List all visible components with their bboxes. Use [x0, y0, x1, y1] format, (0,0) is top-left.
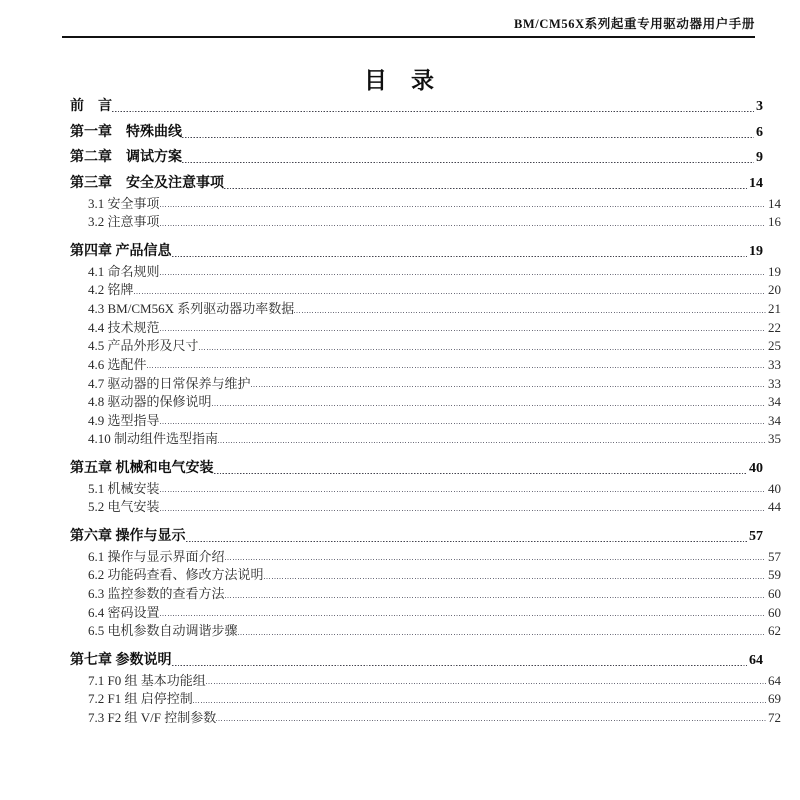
toc-page-number: 60: [768, 604, 781, 620]
toc-entry-4.5[interactable]: [88, 339, 781, 353]
toc-entry-4.1[interactable]: [88, 265, 781, 279]
toc-page-number: 21: [768, 301, 781, 316]
toc-entry-entry3[interactable]: [70, 177, 763, 192]
toc-entry-label: 前 言: [70, 99, 112, 114]
toc-entry-entry6[interactable]: [70, 245, 763, 260]
toc-entry-4.2[interactable]: [88, 283, 781, 297]
toc-page-number: 57: [768, 548, 781, 564]
toc-leader-dots: [147, 359, 766, 372]
toc-entry-label: 4.10 制动组件选型指南: [88, 431, 219, 447]
toc-entry-6.1[interactable]: [88, 550, 781, 564]
toc-leader-dots: [160, 197, 766, 210]
toc-page-number: 19: [768, 263, 781, 279]
running-header: BM/CM56X系列起重专用驱动器用户手册: [513, 17, 755, 31]
toc-entry-label: 7.1 F0 组 基本功能组: [88, 672, 206, 688]
toc-page-number: 59: [768, 567, 781, 583]
toc-entry-7.2f1[interactable]: [88, 692, 781, 706]
toc-entry-7.3f2vf[interactable]: [88, 711, 781, 725]
toc-entry-label: 6.1 操作与显示界面介绍: [88, 548, 225, 564]
toc-page-number: 20: [768, 282, 781, 298]
toc-entry-entry20[interactable]: [70, 530, 763, 545]
toc-entry-label: 第三章 安全及注意事项: [70, 176, 224, 192]
toc-leader-dots: [160, 606, 766, 619]
toc-page-number: 35: [768, 431, 781, 447]
toc-page-number: 62: [768, 623, 781, 639]
toc-page-number: 40: [768, 480, 781, 496]
toc-leader-dots: [172, 655, 748, 669]
toc-entry-entry1[interactable]: [70, 126, 763, 141]
toc-entry-4.4[interactable]: [88, 321, 781, 335]
toc-page-number: 22: [768, 319, 781, 335]
toc-entry-4.6[interactable]: [88, 358, 781, 372]
toc-leader-dots: [225, 550, 766, 563]
toc-page-number: 3: [756, 99, 763, 114]
toc-page-number: 33: [768, 356, 781, 372]
header-divider-rule: [62, 36, 755, 38]
toc-leader-dots: [218, 433, 766, 446]
toc-page-number: 60: [768, 586, 781, 602]
toc-entry-label: 5.1 机械安装: [88, 480, 160, 496]
page-title-char-1: 目: [364, 68, 389, 93]
toc-entry-label: 4.5 产品外形及尺寸: [88, 338, 199, 354]
toc-leader-dots: [238, 625, 766, 638]
toc-leader-dots: [294, 303, 766, 316]
toc-entry-4.8[interactable]: [88, 395, 781, 409]
toc-leader-dots: [264, 569, 766, 582]
toc-entry-entry17[interactable]: [70, 462, 763, 477]
toc-page-number: 40: [749, 461, 763, 477]
toc-leader-dots: [160, 482, 766, 495]
toc-entry-entry2[interactable]: [70, 151, 763, 166]
toc-entry-label: 第七章 参数说明: [70, 652, 172, 668]
toc-page-number: 25: [768, 338, 781, 354]
toc-page-number: 14: [768, 195, 781, 211]
toc-entry-6.3[interactable]: [88, 587, 781, 601]
toc-entry-label: 7.2 F1 组 启停控制: [88, 691, 193, 707]
toc-entry-label: 6.4 密码设置: [88, 604, 160, 620]
toc-page-number: 19: [749, 244, 763, 260]
toc-entry-label: 第四章 产品信息: [70, 244, 172, 260]
toc-entry-label: 第一章 特殊曲线: [70, 124, 182, 140]
toc-entry-label: 4.1 命名规则: [88, 263, 160, 279]
toc-entry-4.10[interactable]: [88, 432, 781, 446]
table-of-contents: [62, 99, 781, 725]
toc-entry-6.4[interactable]: [88, 606, 781, 620]
toc-leader-dots: [193, 693, 766, 706]
toc-leader-dots: [160, 265, 766, 278]
toc-page-number: 34: [768, 412, 781, 428]
toc-entry-label: 4.6 选配件: [88, 356, 147, 372]
toc-page-number: 64: [768, 672, 781, 688]
toc-leader-dots: [206, 674, 766, 687]
toc-leader-dots: [186, 531, 748, 545]
toc-entry-label: 4.3 BM/CM56X 系列驱动器功率数据: [88, 301, 295, 316]
toc-entry-7.1f0[interactable]: [88, 674, 781, 688]
toc-entry-label: 5.2 电气安装: [88, 499, 160, 515]
toc-leader-dots: [160, 501, 766, 514]
toc-entry-label: 6.3 监控参数的查看方法: [88, 586, 225, 602]
toc-entry-label: 3.1 安全事项: [88, 195, 160, 211]
toc-leader-dots: [182, 152, 754, 166]
toc-entry-3.1[interactable]: [88, 197, 781, 211]
toc-entry-3.2[interactable]: [88, 215, 781, 229]
toc-entry-label: 4.7 驱动器的日常保养与维护: [88, 375, 251, 391]
toc-entry-4.7[interactable]: [88, 377, 781, 391]
toc-page-number: 16: [768, 214, 781, 230]
toc-entry-label: 第五章 机械和电气安装: [70, 461, 214, 477]
toc-entry-6.5[interactable]: [88, 624, 781, 638]
toc-entry-label: 第二章 调试方案: [70, 150, 182, 166]
toc-page-number: 72: [768, 709, 781, 725]
toc-leader-dots: [112, 101, 754, 115]
toc-leader-dots: [160, 216, 766, 229]
toc-entry-label: 第六章 操作与显示: [70, 529, 186, 545]
toc-leader-dots: [225, 588, 766, 601]
toc-leader-dots: [160, 321, 766, 334]
toc-leader-dots: [134, 284, 766, 297]
toc-entry-label: 3.2 注意事项: [88, 214, 160, 230]
toc-entry-label: 7.3 F2 组 V/F 控制参数: [88, 709, 217, 725]
toc-page-number: 34: [768, 394, 781, 410]
toc-entry-label: 4.8 驱动器的保修说明: [88, 394, 212, 410]
toc-entry-entry0[interactable]: [70, 100, 763, 115]
toc-entry-4.3bmcm56x[interactable]: [88, 302, 781, 316]
toc-page-number: 69: [768, 691, 781, 707]
toc-leader-dots: [214, 463, 748, 477]
toc-page-number: 14: [749, 176, 763, 192]
toc-page-number: 44: [768, 499, 781, 515]
toc-entry-6.2[interactable]: [88, 568, 781, 582]
toc-entry-5.2[interactable]: [88, 500, 781, 514]
toc-leader-dots: [172, 246, 748, 260]
toc-leader-dots: [212, 396, 766, 409]
toc-entry-label: 6.5 电机参数自动调谐步骤: [88, 623, 238, 639]
toc-entry-5.1[interactable]: [88, 482, 781, 496]
toc-entry-label: 4.9 选型指导: [88, 412, 160, 428]
toc-leader-dots: [182, 126, 754, 140]
toc-entry-label: 4.4 技术规范: [88, 319, 160, 335]
toc-page-number: 6: [756, 124, 763, 140]
toc-page-number: 57: [749, 529, 763, 545]
toc-leader-dots: [160, 414, 766, 427]
toc-leader-dots: [251, 377, 766, 390]
toc-entry-4.9[interactable]: [88, 414, 781, 428]
page-title: [0, 62, 800, 95]
toc-leader-dots: [224, 178, 747, 192]
toc-page-number: 64: [749, 652, 763, 668]
toc-entry-label: 4.2 铭牌: [88, 282, 134, 298]
toc-leader-dots: [216, 712, 766, 725]
page-title-char-2: 录: [411, 68, 436, 93]
toc-entry-entry26[interactable]: [70, 654, 763, 669]
toc-leader-dots: [199, 340, 766, 353]
toc-page-number: 9: [756, 150, 763, 166]
toc-entry-label: 6.2 功能码查看、修改方法说明: [88, 567, 264, 583]
toc-page-number: 33: [768, 375, 781, 391]
